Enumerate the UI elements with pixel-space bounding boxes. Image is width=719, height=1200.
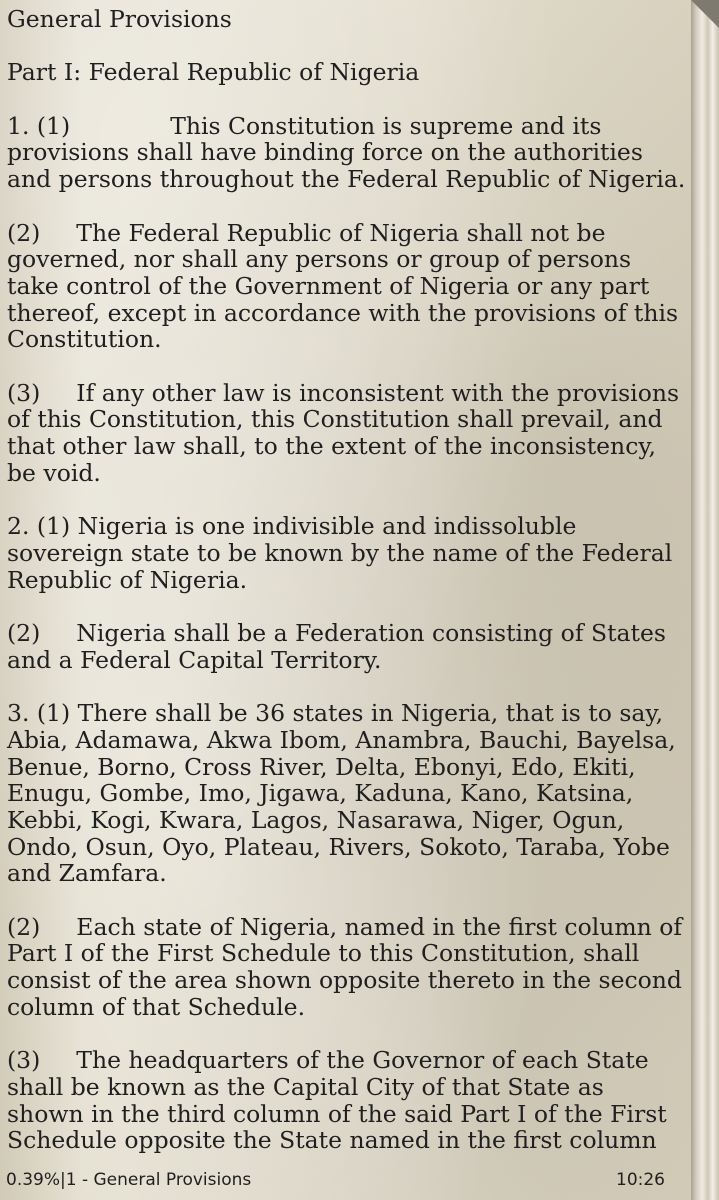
paragraph-text: There shall be 36 states in Nigeria, that is to say, Abia, Adamawa, Akwa Ibom, Anambra, Bauchi, Bayelsa, Benue, Borno, Cross River, Delta, Ebonyi, Edo, Ekiti, Enugu, Gombe, Imo, Jigawa, Kaduna, Kano, Katsina, Kebbi, Kogi, Kwara, Lagos, Nasarawa, Niger, Ogun, Ondo, Osun, Oyo, Plateau, Rivers, Sokoto, Taraba, Yobe and Zamfara. [7, 699, 676, 888]
paragraph-text: The Federal Republic of Nigeria shall not be governed, nor shall any persons or group of persons take control of the Government of Nigeria or any part thereof, except in accordance with the provisions of this Constitution. [7, 218, 679, 354]
page-curl-edge[interactable] [691, 0, 719, 1200]
section-number: (3) [7, 1046, 41, 1075]
current-chapter: 1 - General Provisions [65, 1170, 252, 1190]
section-number: (2) [7, 619, 41, 648]
paragraph-3-2 [7, 914, 687, 1021]
paragraph-text: Each state of Nigeria, named in the first column of Part I of the First Schedule to this Constitution, shall consist of the area shown opposite thereto in the second column of that Schedule. [7, 912, 683, 1021]
paragraph-text: Nigeria shall be a Federation consisting of States and a Federal Capital Territory. [7, 619, 666, 674]
paragraph-2-1 [7, 513, 687, 593]
clock: 10:26 [616, 1170, 665, 1190]
paragraph-1-3 [7, 380, 687, 487]
section-number: (2) [7, 218, 41, 247]
paragraph-text: This Constitution is supreme and its provisions shall have binding force on the authorities and persons throughout the Federal Republic of Nigeria. [7, 111, 686, 194]
chapter-heading: General Provisions [7, 5, 232, 33]
paragraph-2-2 [7, 620, 687, 673]
paragraph-text: The headquarters of the Governor of each State shall be known as the Capital City of that State as shown in the third column of the said Part I of the First Schedule opposite the State named in the first column [7, 1046, 667, 1155]
section-number: (2) [7, 912, 41, 941]
section-number: (3) [7, 378, 41, 407]
book-content [7, 6, 687, 1181]
section-number: 1. (1) [7, 111, 71, 140]
paragraph-text: If any other law is inconsistent with the provisions of this Constitution, this Constitution shall prevail, and that other law shall, to the extent of the inconsistency, be void. [7, 378, 680, 487]
part-title: Part I: Federal Republic of Nigeria [7, 58, 420, 87]
progress-chapter-info [6, 1170, 251, 1190]
reader-status-bar [0, 1166, 691, 1200]
section-number: 3. (1) [7, 699, 71, 728]
paragraph-1-1 [7, 113, 687, 193]
paragraph-1-2 [7, 220, 687, 354]
section-number: 2. (1) [7, 512, 71, 541]
reading-progress: 0.39% [6, 1170, 61, 1190]
paragraph-3-1 [7, 700, 687, 887]
status-separator: | [60, 1170, 66, 1190]
paragraph-3-3 [7, 1047, 687, 1154]
paragraph-text: Nigeria is one indivisible and indissoluble sovereign state to be known by the name of the Federal Republic of Nigeria. [7, 512, 673, 594]
